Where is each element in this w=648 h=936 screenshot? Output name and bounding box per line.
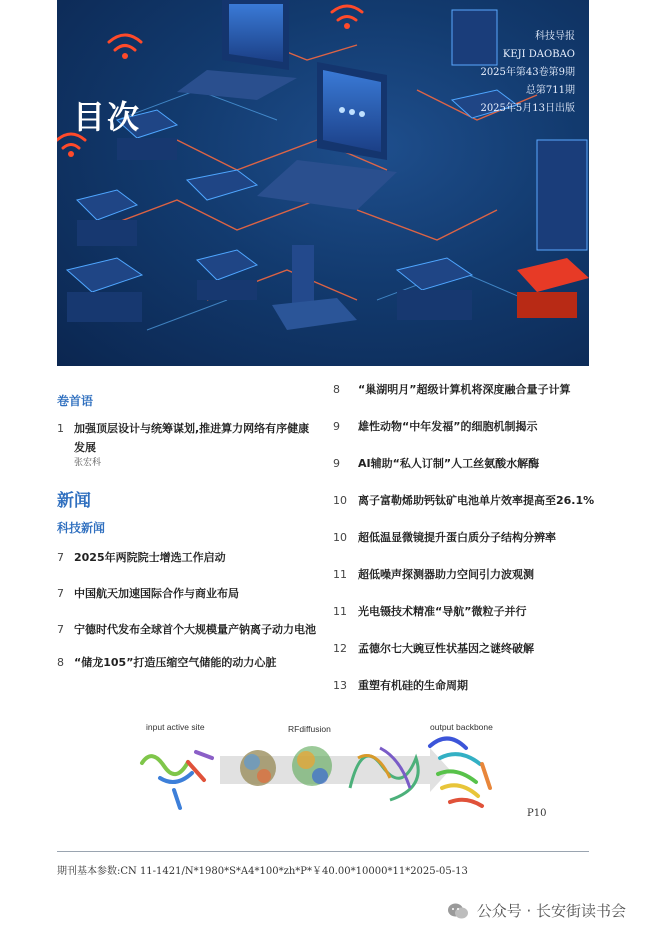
- toc-entry[interactable]: [333, 528, 595, 547]
- figure-page-ref: P10: [527, 808, 547, 819]
- figure-label-input: input active site: [146, 722, 205, 732]
- toc-title: 宁德时代发布全球首个大规模量产钠离子动力电池: [74, 623, 316, 636]
- toc-page: 10: [333, 494, 347, 507]
- masthead: [480, 28, 575, 118]
- section-heading-news: 新闻: [57, 491, 91, 511]
- toc-title: 加强顶层设计与统筹谋划,推进算力网络有序健康发展: [74, 422, 310, 454]
- toc-title: 中国航天加速国际合作与商业布局: [74, 587, 239, 600]
- toc-title: 超低温显微镜提升蛋白质分子结构分辨率: [358, 531, 556, 544]
- toc-entry[interactable]: [333, 454, 595, 473]
- toc-title: 重塑有机硅的生命周期: [358, 679, 468, 692]
- publish-date: 2025年5月13日出版: [480, 103, 575, 114]
- toc-page: 9: [333, 420, 340, 433]
- toc-title: 雄性动物“中年发福”的细胞机制揭示: [358, 420, 538, 433]
- toc-entry[interactable]: [333, 602, 595, 621]
- issue-info: 2025年第43卷第9期: [480, 67, 575, 78]
- section-heading-tech-news: 科技新闻: [57, 521, 106, 535]
- toc-entry[interactable]: [333, 565, 595, 584]
- toc-page: 11: [333, 568, 347, 581]
- toc-entry[interactable]: [57, 548, 317, 567]
- cover-image: [57, 0, 589, 366]
- toc-page: 9: [333, 457, 340, 470]
- divider: [57, 851, 589, 852]
- toc-page: 13: [333, 679, 347, 692]
- section-heading-preface: 卷首语: [57, 394, 94, 408]
- wechat-icon: [447, 902, 469, 920]
- toc-title: 2025年两院院士增选工作启动: [74, 551, 226, 564]
- toc-entry[interactable]: [333, 380, 595, 399]
- toc-page: 7: [57, 551, 64, 564]
- toc-title: 离子富勒烯助钙钛矿电池单片效率提高至26.1%: [358, 494, 595, 507]
- toc-title: 孟德尔七大豌豆性状基因之谜终破解: [358, 642, 534, 655]
- toc-title: 超低噪声探测器助力空间引力波观测: [358, 568, 534, 581]
- toc-right-column: [333, 380, 595, 695]
- toc-title: “巢湖明月”超级计算机将深度融合量子计算: [358, 383, 571, 396]
- toc-page: 1: [57, 422, 64, 435]
- toc-entry[interactable]: [333, 491, 595, 510]
- toc-page: 10: [333, 531, 347, 544]
- journal-name-en: KEJI DAOBAO: [502, 49, 575, 60]
- journal-name-cn: 科技导报: [535, 31, 575, 42]
- toc-entry[interactable]: [333, 639, 595, 658]
- toc-page: 7: [57, 623, 64, 636]
- toc-entry[interactable]: [333, 676, 595, 695]
- toc-left-column: [57, 380, 317, 672]
- toc-entry[interactable]: [57, 620, 317, 639]
- protein-figure: [130, 718, 520, 818]
- toc-page: 7: [57, 587, 64, 600]
- watermark-text: 公众号 · 长安街读书会: [476, 902, 626, 920]
- figure-label-rfdiffusion: RFdiffusion: [288, 724, 331, 734]
- toc-entry[interactable]: [57, 653, 317, 672]
- toc-page: 8: [57, 656, 64, 669]
- toc-title: “储龙105”打造压缩空气储能的动力心脏: [74, 656, 277, 669]
- toc-entry[interactable]: [57, 419, 317, 457]
- toc-author: 张宏科: [74, 458, 102, 468]
- toc-title: 目次: [73, 98, 142, 136]
- watermark: [447, 900, 626, 921]
- toc-page: 11: [333, 605, 347, 618]
- total-issue: 总第711期: [525, 85, 575, 96]
- toc-page: 8: [333, 383, 340, 396]
- toc-entry[interactable]: [57, 584, 317, 603]
- figure-label-output: output backbone: [430, 722, 493, 732]
- journal-parameters: 期刊基本参数:CN 11-1421/N*1980*S*A4*100*zh*P*￥40.00*10000*11*2025-05-13: [57, 866, 468, 877]
- toc-entry[interactable]: [333, 417, 595, 436]
- toc-title: AI辅助“私人订制”人工丝氨酸水解酶: [358, 457, 540, 470]
- toc-title: 光电镊技术精准“导航”微粒子并行: [358, 605, 527, 618]
- toc-page: 12: [333, 642, 347, 655]
